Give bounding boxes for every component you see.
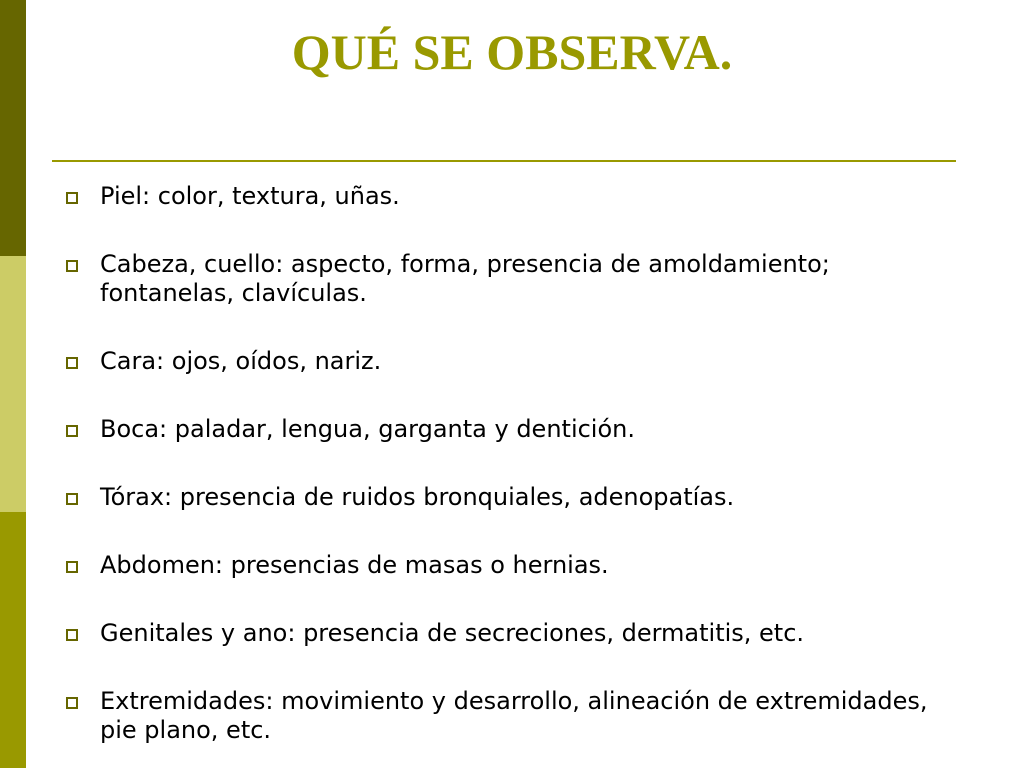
slide-title: QUÉ SE OBSERVA.	[291, 24, 733, 80]
hollow-square-bullet-icon	[66, 260, 78, 272]
side-bar-middle-segment	[0, 256, 26, 512]
bullet-text: Piel: color, textura, uñas.	[100, 182, 400, 210]
hollow-square-bullet-icon	[66, 629, 78, 641]
bullet-text: Boca: paladar, lengua, garganta y dentición.	[100, 415, 635, 443]
bullet-text: Cabeza, cuello: aspecto, forma, presencia de amoldamiento; fontanelas, clavículas.	[100, 250, 830, 307]
bullet-text: Abdomen: presencias de masas o hernias.	[100, 551, 609, 579]
side-accent-bar	[0, 0, 26, 768]
hollow-square-bullet-icon	[66, 561, 78, 573]
bullet-item	[60, 347, 960, 376]
bullet-text: Extremidades: movimiento y desarrollo, alineación de extremidades, pie plano, etc.	[100, 687, 928, 744]
bullet-item	[60, 687, 960, 745]
bullet-item	[60, 483, 960, 512]
bullet-item	[60, 619, 960, 648]
title-divider	[52, 160, 956, 162]
hollow-square-bullet-icon	[66, 357, 78, 369]
bullet-list	[60, 182, 960, 768]
hollow-square-bullet-icon	[66, 697, 78, 709]
side-bar-top-segment	[0, 0, 26, 256]
bullet-text: Tórax: presencia de ruidos bronquiales, adenopatías.	[100, 483, 735, 511]
side-bar-bottom-segment	[0, 512, 26, 768]
bullet-item	[60, 250, 960, 308]
bullet-item	[60, 182, 960, 211]
bullet-text: Cara: ojos, oídos, nariz.	[100, 347, 382, 375]
bullet-item	[60, 551, 960, 580]
bullet-item	[60, 415, 960, 444]
hollow-square-bullet-icon	[66, 425, 78, 437]
hollow-square-bullet-icon	[66, 493, 78, 505]
hollow-square-bullet-icon	[66, 192, 78, 204]
bullet-text: Genitales y ano: presencia de secreciones, dermatitis, etc.	[100, 619, 805, 647]
